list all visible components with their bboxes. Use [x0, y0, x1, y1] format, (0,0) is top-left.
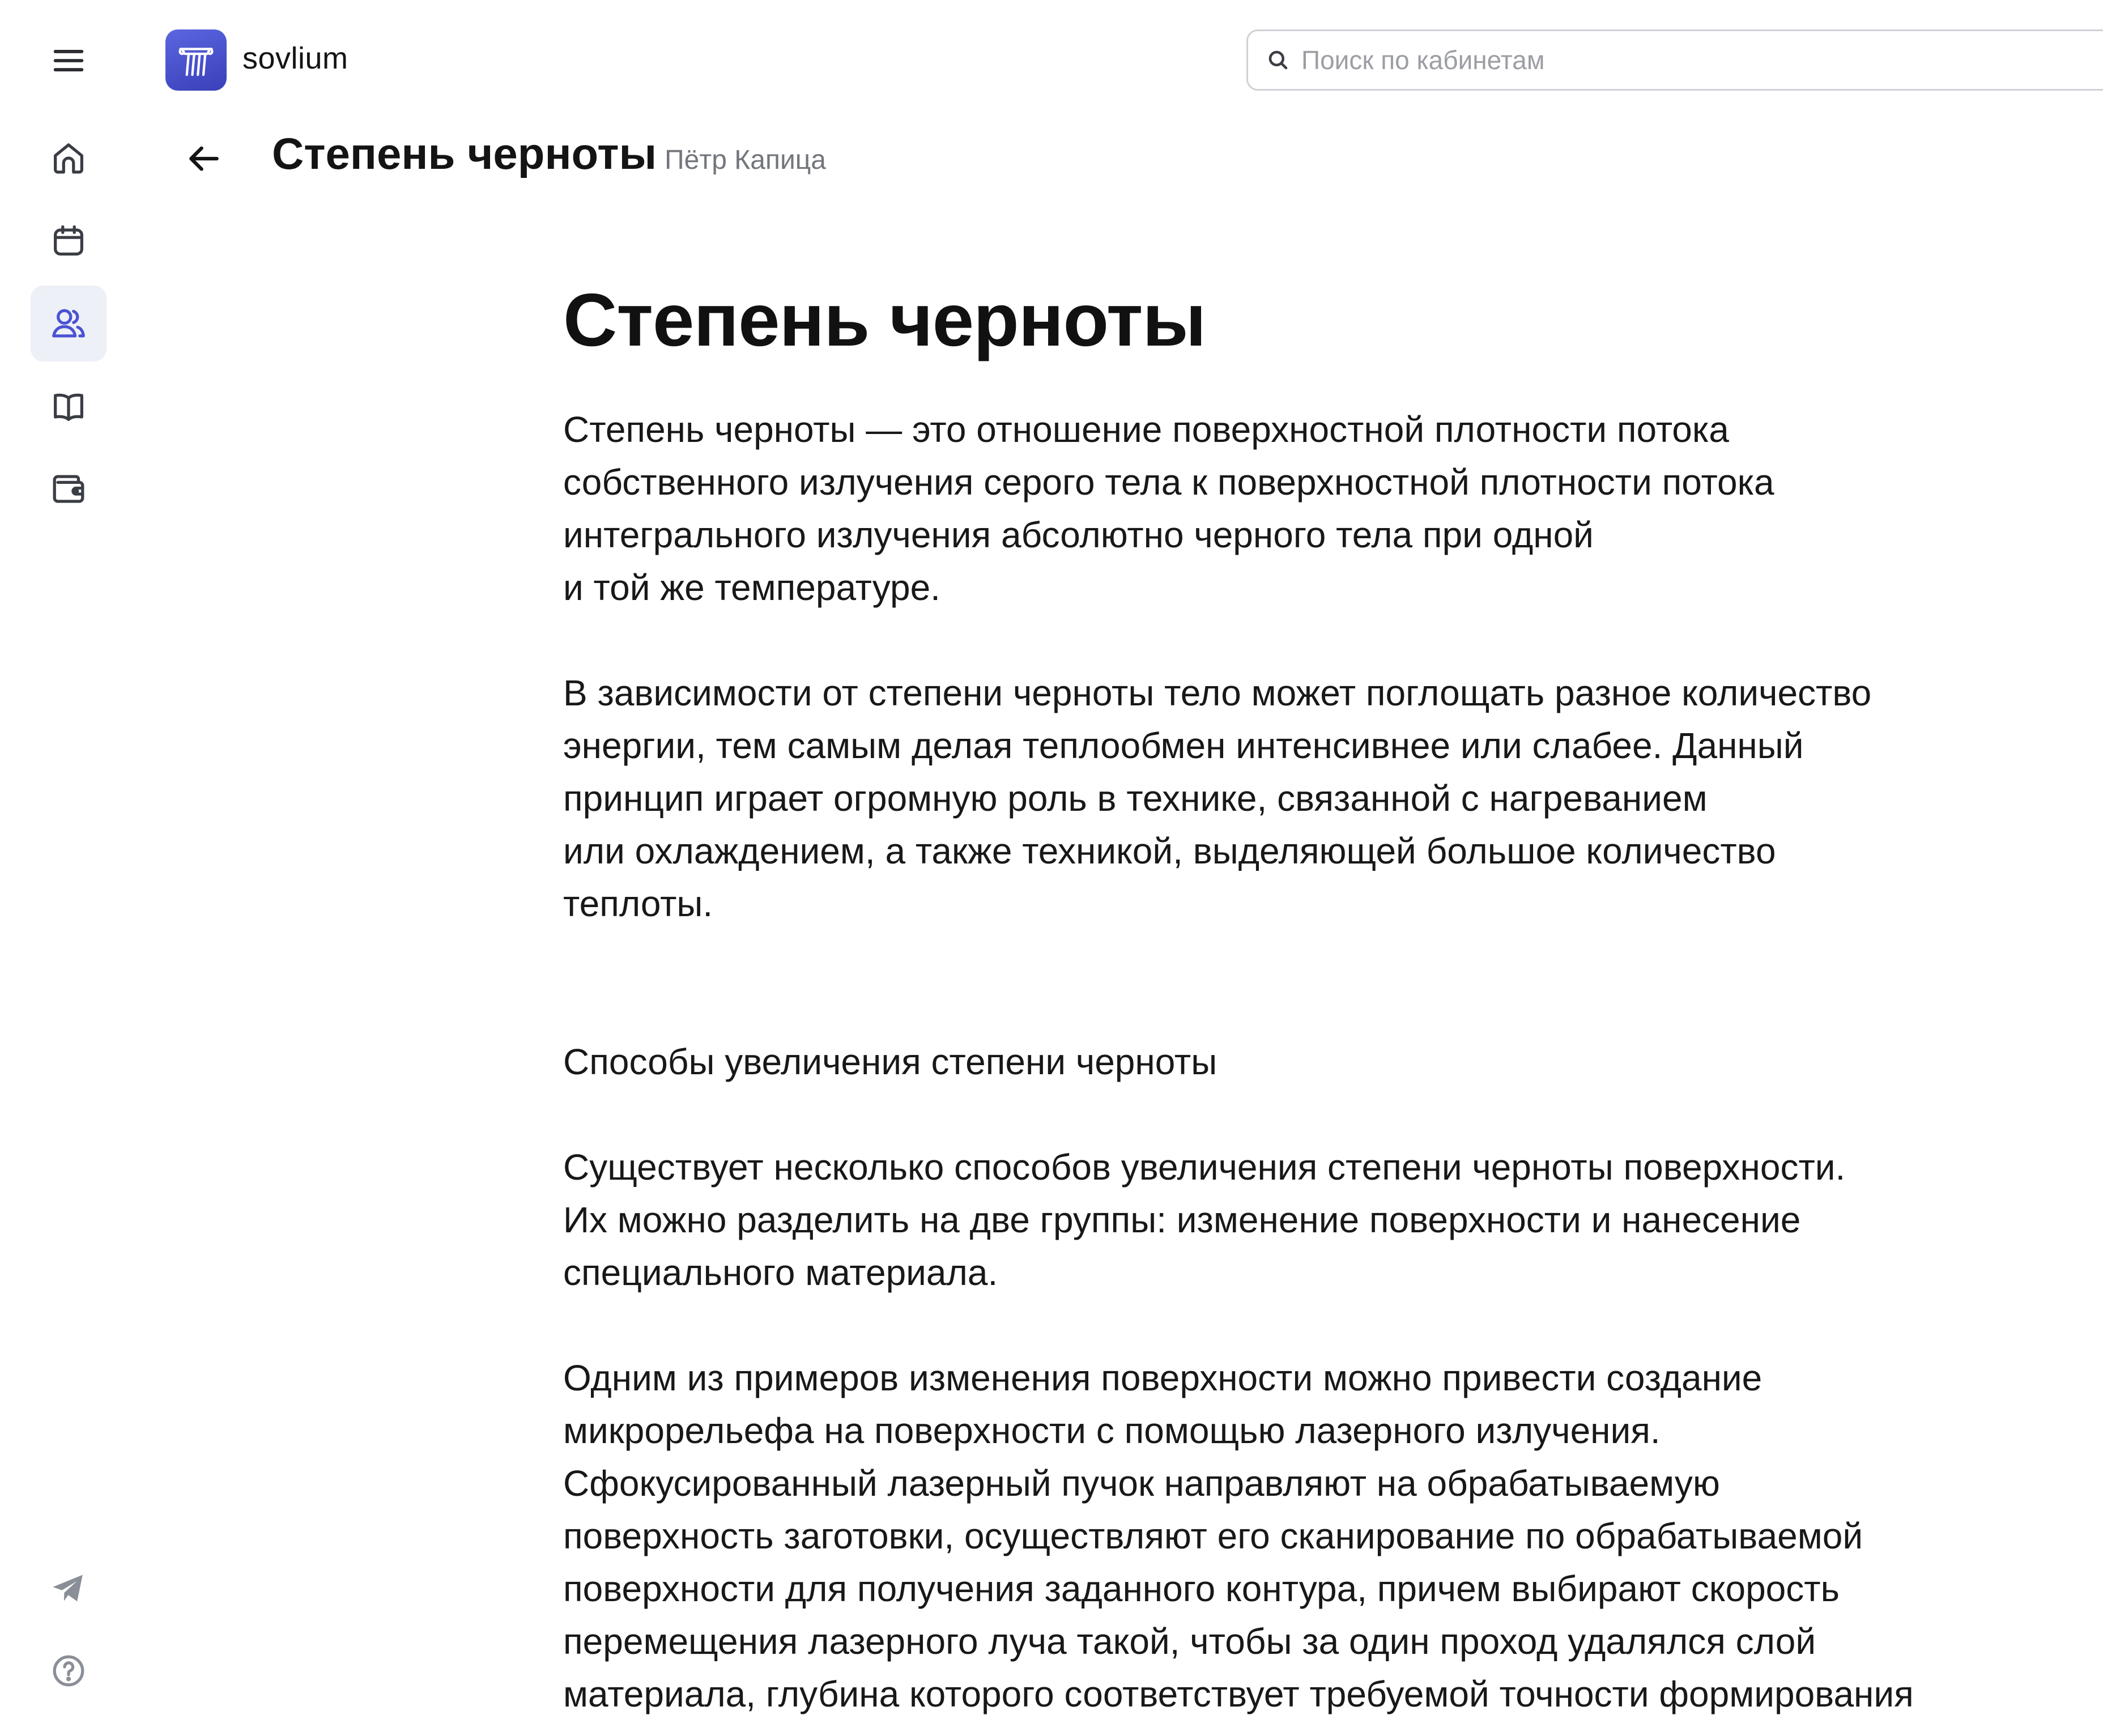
- menu-button[interactable]: [31, 23, 107, 99]
- article-subheading: Способы увеличения степени черноты: [563, 1041, 1217, 1082]
- book-icon: [49, 386, 88, 426]
- column-logo-icon: [174, 38, 218, 82]
- app-name: sovlium: [242, 41, 348, 75]
- hamburger-menu-icon: [49, 41, 88, 80]
- paragraph-gap: [563, 614, 2093, 667]
- wallet-icon: [49, 469, 88, 509]
- paragraph-gap: [563, 1088, 2093, 1141]
- sidebar-item-telegram[interactable]: [31, 1550, 107, 1626]
- arrow-left-icon: [185, 139, 223, 178]
- sidebar-item-library[interactable]: [31, 368, 107, 444]
- sidebar: [0, 0, 136, 1736]
- paragraph-gap: [563, 1299, 2093, 1352]
- users-icon: [49, 304, 88, 343]
- sidebar-item-calendar[interactable]: [31, 203, 107, 279]
- sidebar-item-home[interactable]: [31, 120, 107, 196]
- telegram-icon: [49, 1568, 88, 1608]
- search-icon: [1266, 48, 1290, 72]
- help-icon: [49, 1651, 88, 1691]
- sidebar-item-wallet[interactable]: [31, 451, 107, 527]
- search-box[interactable]: [1246, 29, 2103, 91]
- home-icon: [49, 138, 88, 178]
- search-input[interactable]: [1301, 45, 2038, 75]
- article-paragraph: Одним из примеров изменения поверхности можно привести создание микрорельефа на поверхности с помощью лазерного излучения. Сфокусированный лазерный пучок направляют на обрабатываемую поверхность заготовки, осуществляют его сканирование по обрабатываемой поверхности для получения заданного контура, причем выбирают скорость перемещения лазерного луча такой, чтобы за один проход удалялся слой материала, глубина которого соответствует требуемой точности формирования: [563, 1358, 1914, 1714]
- sidebar-item-users[interactable]: [31, 286, 107, 361]
- page-header: [272, 128, 826, 180]
- article-heading: Степень черноты: [563, 278, 1206, 361]
- article: [563, 272, 2093, 1721]
- page-title: Степень черноты: [272, 129, 657, 178]
- page-author: Пётр Капица: [665, 145, 826, 175]
- back-button[interactable]: [179, 134, 229, 184]
- article-paragraph: Степень черноты — это отношение поверхностной плотности потока собственного излучения серого тела к поверхностной плотности потока интегрального излучения абсолютно черного тела при одной и той же температуре.: [563, 409, 1774, 608]
- paragraph-gap: [563, 930, 2093, 1036]
- calendar-icon: [49, 221, 88, 261]
- sidebar-item-help[interactable]: [31, 1633, 107, 1709]
- article-paragraph: В зависимости от степени черноты тело может поглощать разное количество энергии, тем самым делая теплообмен интенсивнее или слабее. Данный принцип играет огромную роль в технике, связанной с нагреванием или охлаждением, а также техникой, выделяющей большое количество теплоты.: [563, 673, 1872, 924]
- logo[interactable]: [165, 29, 227, 91]
- article-paragraph: Существует несколько способов увеличения степени черноты поверхности. Их можно разделить на две группы: изменение поверхности и нанесение специального материала.: [563, 1147, 1846, 1293]
